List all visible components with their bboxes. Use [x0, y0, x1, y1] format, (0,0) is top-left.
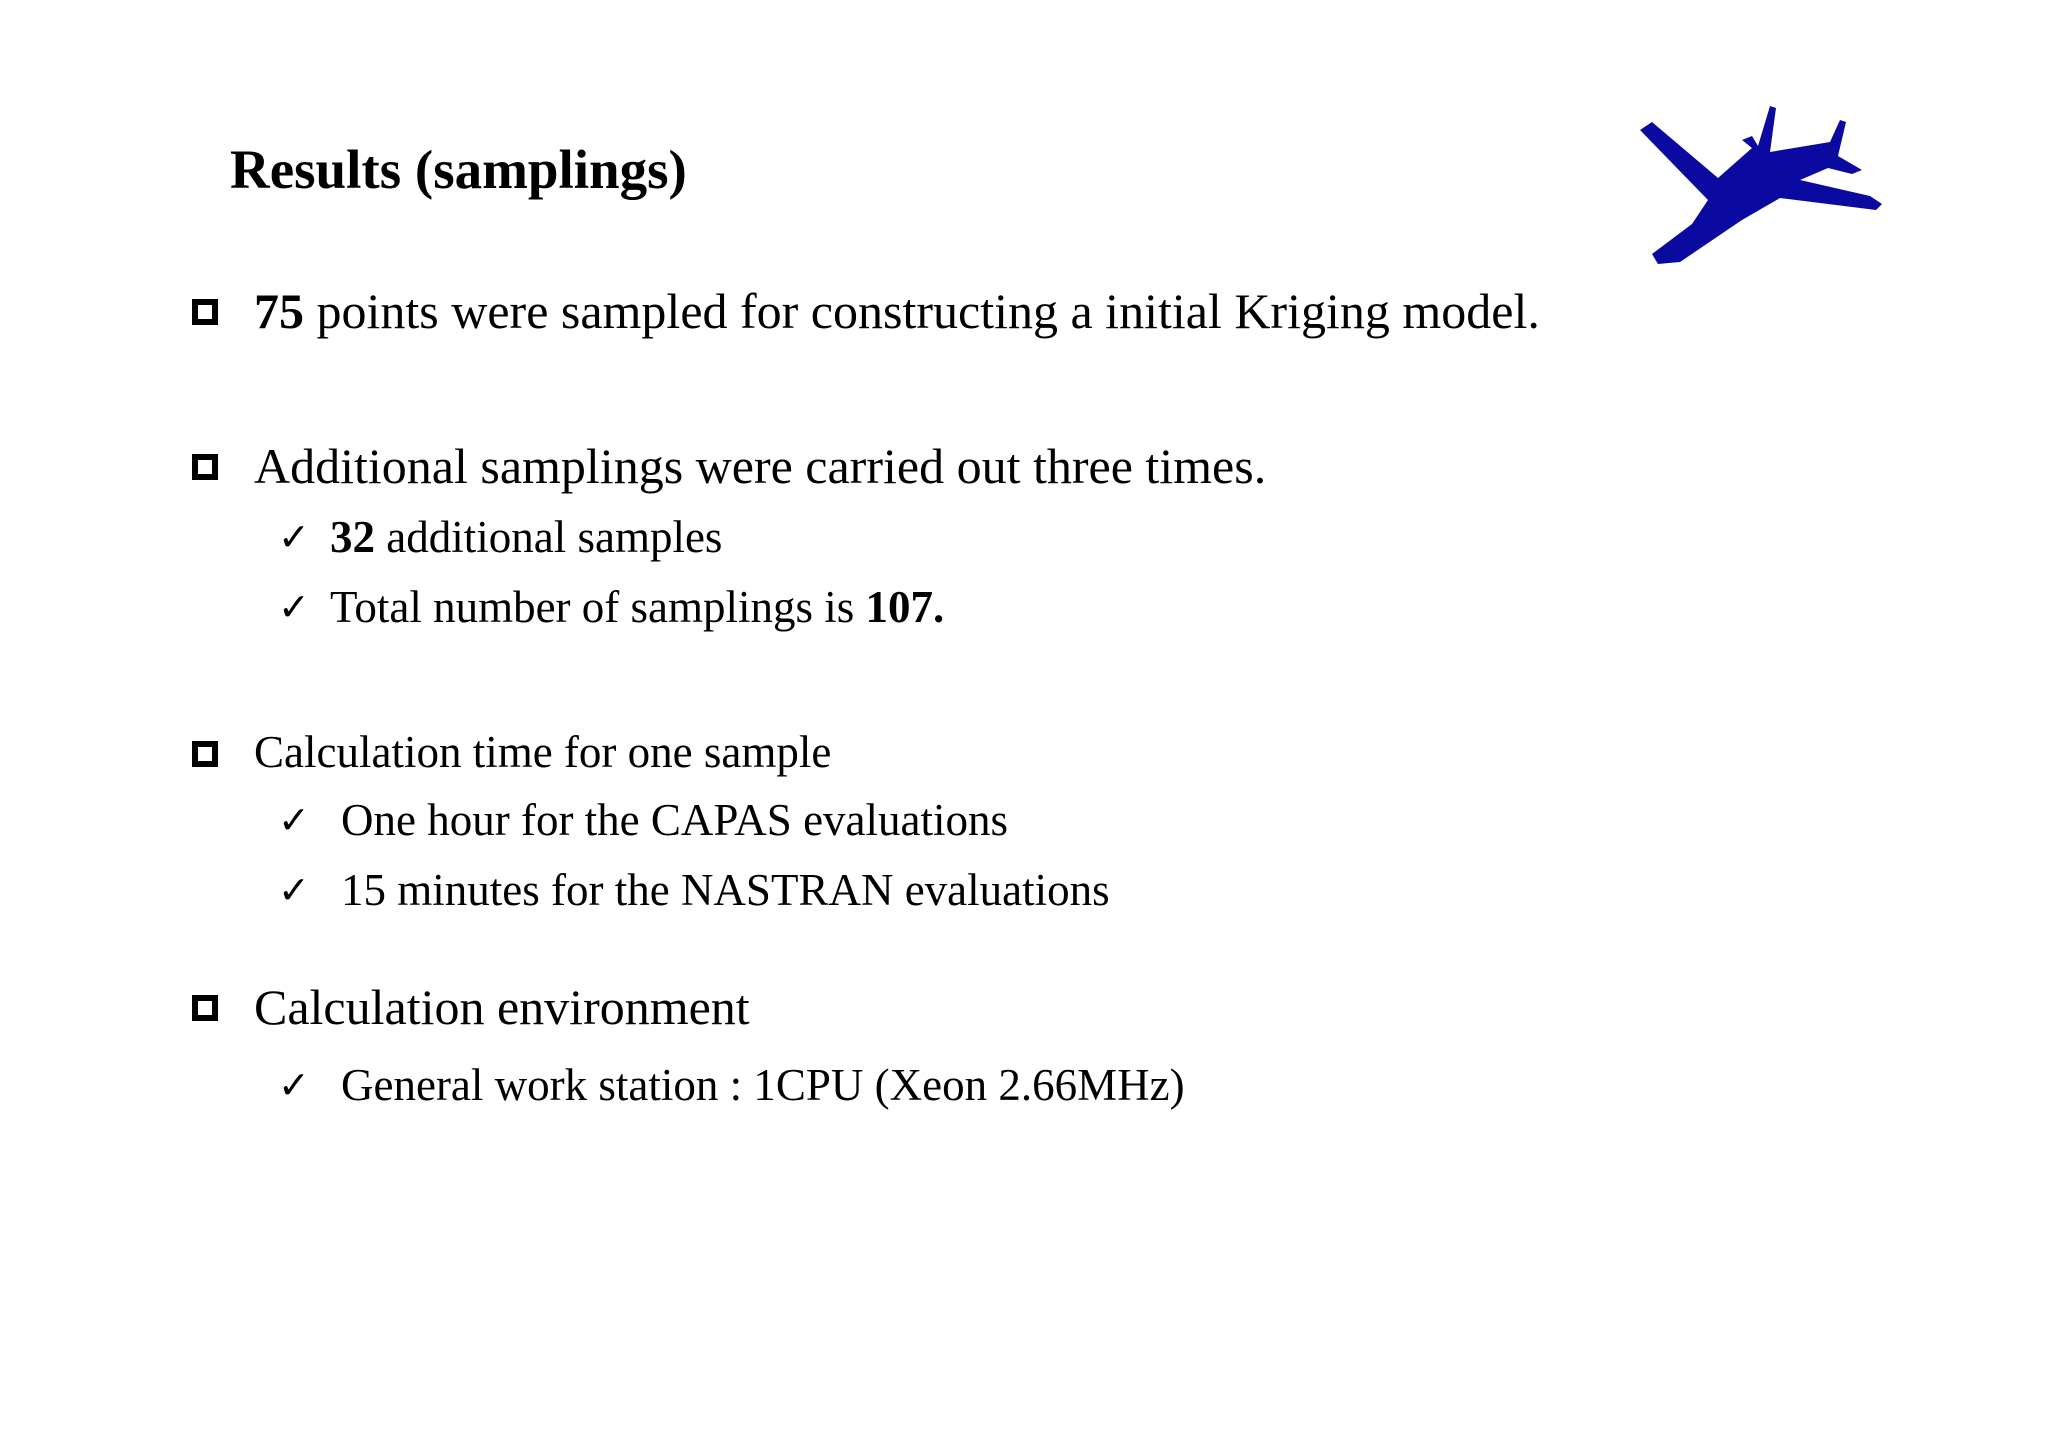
bullet-text: Additional samplings were carried out three times. — [254, 438, 1267, 494]
checkmark-icon: ✓ — [278, 515, 310, 559]
bullet-text: Calculation time for one sample — [254, 727, 832, 777]
sub-item-text: General work station : 1CPU (Xeon 2.66MHz) — [341, 1060, 1185, 1110]
additional-sample-count: 32 — [330, 512, 375, 562]
bullet-text: Calculation environment — [254, 979, 750, 1035]
slide-title: Results (samplings) — [230, 139, 687, 200]
total-sample-count: 107. — [865, 582, 945, 632]
square-bullet-icon — [192, 995, 218, 1021]
initial-sample-count: 75 — [254, 283, 304, 339]
sub-item-text: Total number of samplings is — [330, 582, 866, 632]
checkmark-icon: ✓ — [278, 1063, 310, 1107]
sub-item-text: additional samples — [375, 512, 723, 562]
square-bullet-icon — [192, 299, 218, 325]
sub-item-text: One hour for the CAPAS evaluations — [341, 795, 1009, 845]
checkmark-icon: ✓ — [278, 868, 310, 912]
square-bullet-icon — [192, 454, 218, 480]
airplane-icon — [1630, 100, 1890, 270]
square-bullet-icon — [192, 741, 218, 767]
sub-item-text: 15 minutes for the NASTRAN evaluations — [341, 865, 1110, 915]
checkmark-icon: ✓ — [278, 585, 310, 629]
checkmark-icon: ✓ — [278, 798, 310, 842]
bullet-text: points were sampled for constructing a initial Kriging model. — [304, 283, 1540, 339]
